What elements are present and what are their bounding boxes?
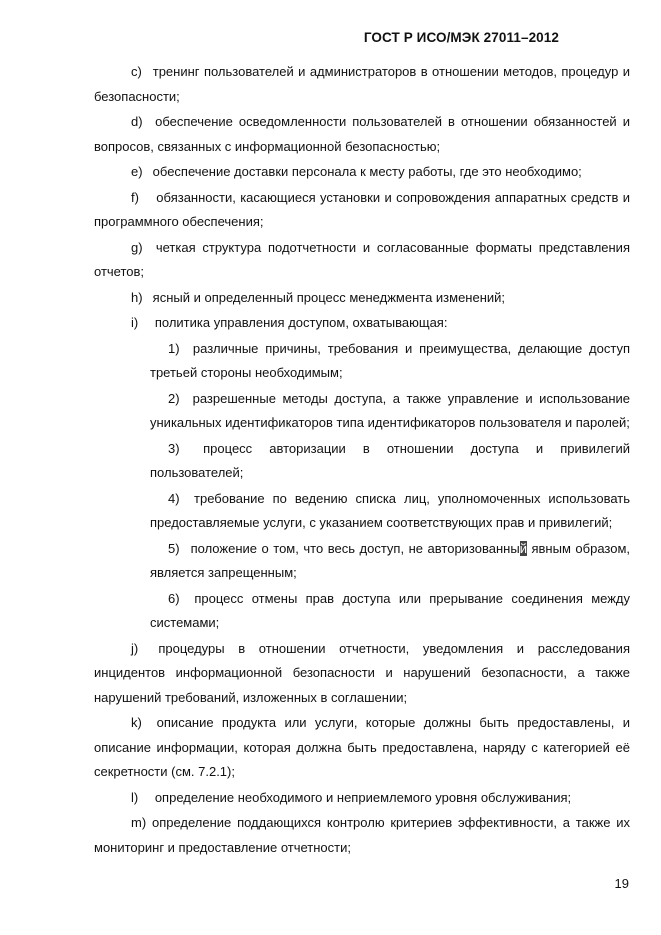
list-item-f: f) обязанности, касающиеся установки и сопровождения аппаратных средств и программного обеспечения; [94,189,630,229]
list-item-m: m) определение поддающихся контролю критериев эффективности, а также их мониторинг и предоставление отчетности; [94,815,630,855]
sublist-item-5 [150,537,630,586]
highlighted-letter: й [519,540,527,556]
sublist-item-6: 6) процесс отмены прав доступа или прерывание соединения между системами; [150,590,630,630]
list-item-j: j) процедуры в отношении отчетности, уведомления и расследования инцидентов информационной безопасности и нарушений безопасности, а также нарушений требований, изложенных в соглашении; [94,640,630,705]
list-item-e: e) обеспечение доставки персонала к месту работы, где это необходимо; [131,164,582,179]
sublist-item-4: 4) требование по ведению списка лиц, уполномоченных использовать предоставляемые услуги, с указанием соответствующих прав и привилегий; [150,490,630,530]
list-item-g: g) четкая структура подотчетности и согласованные форматы представления отчетов; [94,239,630,279]
list-item-l: l) определение необходимого и неприемлемого уровня обслуживания; [131,789,572,805]
document-header: ГОСТ Р ИСО/МЭК 27011–2012 [363,30,559,45]
sublist-item-3: 3) процесс авторизации в отношении доступа и привилегий пользователей; [150,440,630,480]
document-body [94,60,630,861]
list-item-i: i) политика управления доступом, охватывающая: [131,315,448,330]
page-number: 19 [614,876,629,891]
sublist-item-5-text-c: явным образом, является запрещенным; [150,540,631,580]
list-item-c: c) тренинг пользователей и администраторов в отношении методов, процедур и безопасности; [94,64,630,104]
sublist-item-2: 2) разрешенные методы доступа, а также управление и использование уникальных идентификаторов типа идентификаторов пользователя и паролей; [150,390,630,430]
list-item-h: h) ясный и определенный процесс менеджмента изменений; [131,289,506,305]
list-item-k: k) описание продукта или услуги, которые должны быть предоставлены, и описание информации, которая должна быть предоставлена, наряду с категорией её секретности (см. 7.2.1); [94,715,630,779]
sublist-item-5-text-a: 5) положение о том, что весь доступ, не авторизованны [168,540,520,556]
list-item-d: d) обеспечение осведомленности пользователей в отношении обязанностей и вопросов, связанных с информационной безопасностью; [94,114,630,154]
sublist-item-1: 1) различные причины, требования и преимущества, делающие доступ третьей стороны необходимым; [150,340,630,380]
